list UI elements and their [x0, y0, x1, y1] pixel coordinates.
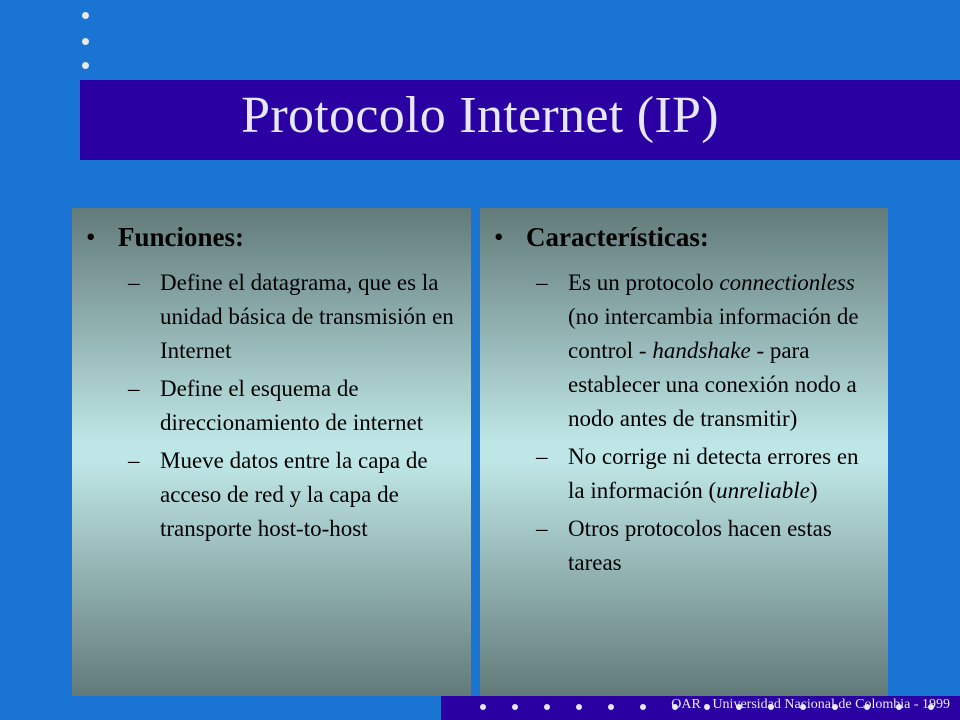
dot — [576, 704, 582, 710]
slide-title: Protocolo Internet (IP) — [241, 87, 719, 144]
dot — [82, 38, 89, 45]
dot — [608, 704, 614, 710]
dot — [82, 62, 89, 69]
characteristics-panel — [480, 208, 888, 696]
text-part: ) — [809, 478, 818, 503]
functions-heading-text: Funciones: — [118, 222, 245, 252]
text-part: No corrige ni detecta errores en la información ( — [568, 444, 859, 503]
text-part: (no intercambia información de control - — [568, 304, 859, 363]
functions-panel — [72, 208, 471, 696]
characteristics-list — [536, 266, 878, 584]
footer-text: OAR - Universidad Nacional de Colombia - 1999 — [671, 697, 950, 712]
list-item-text — [568, 440, 878, 508]
list-item — [536, 440, 878, 508]
list-item — [128, 266, 461, 368]
bullet: • — [494, 222, 504, 252]
functions-heading — [86, 222, 244, 253]
list-item-text: Mueve datos entre la capa de acceso de red y la capa de transporte host-to-host — [160, 448, 428, 541]
list-item-text: Otros protocolos hacen estas tareas — [568, 516, 832, 575]
dash: – — [536, 444, 548, 469]
dash: – — [536, 270, 548, 295]
italic-term: unreliable — [716, 478, 810, 503]
text-part: - para establecer una conexión nodo a nodo antes de transmitir) — [568, 338, 857, 431]
list-item-text: Define el datagrama, que es la unidad básica de transmisión en Internet — [160, 270, 454, 363]
dash: – — [536, 516, 548, 541]
italic-term: connectionless — [719, 270, 855, 295]
bullet: • — [86, 222, 96, 252]
list-item — [536, 266, 878, 436]
dot — [480, 704, 486, 710]
dash: – — [128, 448, 140, 473]
list-item — [128, 372, 461, 440]
list-item-text: Define el esquema de direccionamiento de internet — [160, 376, 424, 435]
list-item-text — [568, 266, 878, 436]
text-part: Es un protocolo — [568, 270, 720, 295]
dot — [512, 704, 518, 710]
list-item — [128, 444, 461, 546]
dash: – — [128, 270, 140, 295]
list-item — [536, 512, 878, 580]
italic-term: handshake — [652, 338, 751, 363]
dot — [640, 704, 646, 710]
functions-list — [128, 266, 461, 550]
dot — [82, 12, 89, 19]
characteristics-heading — [494, 222, 709, 253]
dash: – — [128, 376, 140, 401]
characteristics-heading-text: Características: — [526, 222, 709, 252]
dot — [544, 704, 550, 710]
